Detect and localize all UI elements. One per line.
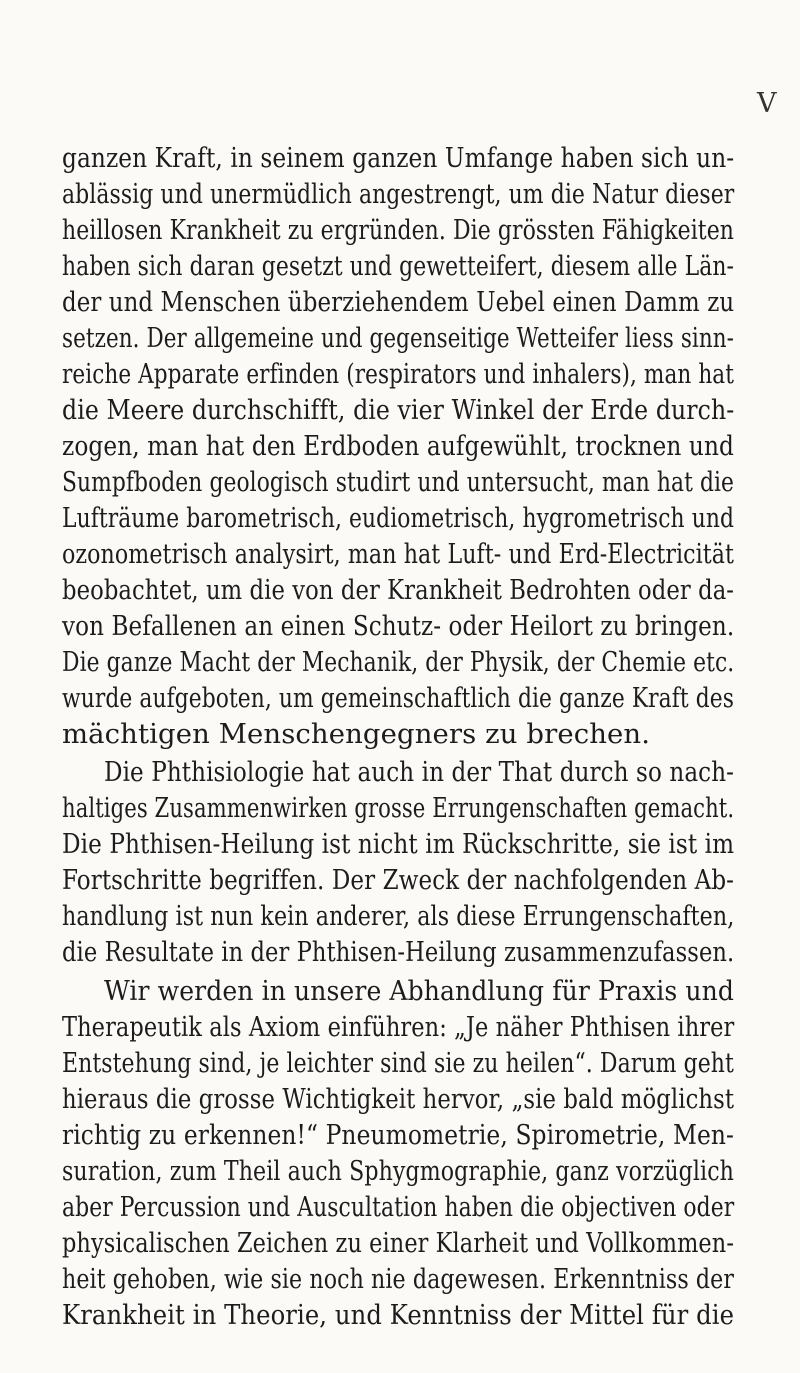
- text-line: setzen. Der allgemeine und gegenseitige Wetteifer liess sinn-: [62, 322, 735, 354]
- text-line: Die ganze Macht der Mechanik, der Physik, der Chemie etc.: [62, 646, 735, 678]
- text-line: mächtigen Menschengegners zu brechen.: [62, 718, 651, 750]
- text-line: Entstehung sind, je leichter sind sie zu heilen“. Darum geht: [62, 1047, 734, 1079]
- page-number: V: [757, 88, 777, 119]
- text-line: Lufträume barometrisch, eudiometrisch, hygrometrisch und: [62, 502, 735, 534]
- text-line: Fortschritte begriffen. Der Zweck der nachfolgenden Ab-: [62, 864, 735, 896]
- text-line: hieraus die grosse Wichtigkeit hervor, „sie bald möglichst: [62, 1083, 735, 1115]
- text-line: von Befallenen an einen Schutz- oder Heilort zu bringen.: [62, 610, 735, 642]
- text-line: heit gehoben, wie sie noch nie dagewesen. Erkenntniss der: [62, 1263, 735, 1295]
- text-line: suration, zum Theil auch Sphygmographie, ganz vorzüglich: [62, 1155, 734, 1187]
- text-line: ozonometrisch analysirt, man hat Luft- und Erd-Electricität: [62, 538, 735, 570]
- text-line: Krankheit in Theorie, und Kenntniss der Mittel für die: [62, 1299, 735, 1331]
- text-line: beobachtet, um die von der Krankheit Bedrohten oder da-: [62, 574, 735, 606]
- text-line: physicalischen Zeichen zu einer Klarheit und Vollkommen-: [62, 1227, 734, 1259]
- text-line: richtig zu erkennen!“ Pneumometrie, Spirometrie, Men-: [62, 1119, 735, 1151]
- text-line: wurde aufgeboten, um gemeinschaftlich die ganze Kraft des: [62, 682, 735, 714]
- text-line: haltiges Zusammenwirken grosse Errungenschaften gemacht.: [62, 792, 735, 824]
- text-line: reiche Apparate erfinden (respirators und inhalers), man hat: [62, 358, 734, 390]
- text-line: Wir werden in unsere Abhandlung für Praxis und: [104, 975, 735, 1007]
- text-line: die Meere durchschifft, die vier Winkel der Erde durch-: [62, 394, 735, 426]
- text-line: ganzen Kraft, in seinem ganzen Umfange haben sich un-: [62, 142, 735, 174]
- text-line: Die Phthisiologie hat auch in der That durch so nach-: [104, 756, 735, 788]
- text-line: heillosen Krankheit zu ergründen. Die grössten Fähigkeiten: [62, 214, 735, 246]
- text-line: aber Percussion und Auscultation haben die objectiven oder: [62, 1191, 735, 1223]
- text-line: Die Phthisen-Heilung ist nicht im Rückschritte, sie ist im: [62, 828, 735, 860]
- text-line: zogen, man hat den Erdboden aufgewühlt, trocknen und: [62, 430, 735, 462]
- text-line: handlung ist nun kein anderer, als diese Errungenschaften,: [62, 900, 735, 932]
- text-line: der und Menschen überziehendem Uebel einen Damm zu: [62, 286, 735, 318]
- text-line: Therapeutik als Axiom einführen: „Je näher Phthisen ihrer: [62, 1011, 735, 1043]
- text-line: die Resultate in der Phthisen-Heilung zusammenzufassen.: [62, 936, 735, 968]
- text-line: Sumpfboden geologisch studirt und untersucht, man hat die: [62, 466, 735, 498]
- text-line: ablässig und unermüdlich angestrengt, um die Natur dieser: [62, 178, 735, 210]
- text-line: haben sich daran gesetzt und gewetteifert, diesem alle Län-: [62, 250, 734, 282]
